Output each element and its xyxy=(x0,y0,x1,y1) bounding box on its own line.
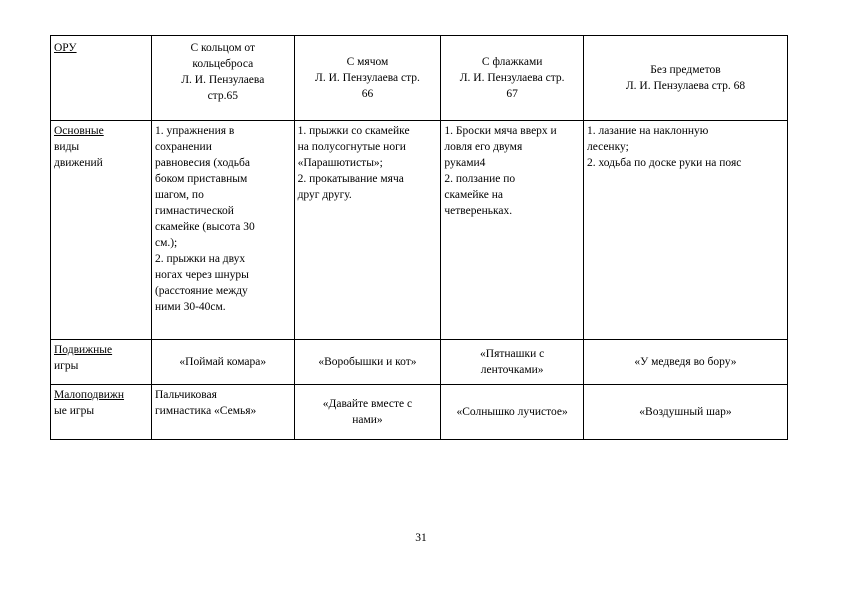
cell-line: 2. прокатывание мяча xyxy=(297,173,404,185)
cell-line: «Воробышки и кот» xyxy=(318,356,417,368)
header-text: 67 xyxy=(506,88,518,100)
cell-line: скамейке (высота 30 xyxy=(154,221,255,233)
row-label: виды xyxy=(54,141,80,153)
cell-line: руками4 xyxy=(444,157,486,169)
cell-line: «Солнышко лучистое» xyxy=(456,406,568,418)
row-label: движений xyxy=(54,157,103,169)
row-label: игры xyxy=(54,360,79,372)
cell-line: 1. прыжки со скамейке xyxy=(297,125,410,137)
cell-line: «У медведя во бору» xyxy=(634,356,737,368)
cell-line: 1. Броски мяча вверх и xyxy=(444,125,557,137)
row-label: Малоподвижн xyxy=(54,389,125,401)
outdoor-game-cell xyxy=(441,340,584,385)
header-col-ring xyxy=(151,36,294,121)
header-text: С кольцом от xyxy=(190,42,256,54)
outdoor-game-cell xyxy=(294,340,441,385)
cell-line: 1. лазание на наклонную xyxy=(586,125,709,137)
outdoor-game-cell xyxy=(151,340,294,385)
header-label: ОРУ xyxy=(54,42,77,54)
outdoor-game-cell xyxy=(583,340,787,385)
cell-line: ногах через шнуры xyxy=(154,269,249,281)
cell-line: сохранении xyxy=(154,141,212,153)
cell-line: гимнастической xyxy=(154,205,234,217)
header-col-flags xyxy=(441,36,584,121)
row-label: Подвижные xyxy=(54,344,113,356)
header-text: Л. И. Пензулаева xyxy=(181,74,265,86)
cell-line: шагом, по xyxy=(154,189,204,201)
cell-line: лесенку; xyxy=(586,141,629,153)
cell-line: друг другу. xyxy=(297,189,352,201)
header-label-cell xyxy=(51,36,152,121)
main-movements-cell-ball xyxy=(294,121,441,340)
row-label: Основные xyxy=(54,125,104,137)
cell-line: скамейке на xyxy=(444,189,504,201)
low-mobility-game-cell xyxy=(441,385,584,440)
low-mobility-games-row xyxy=(51,385,788,440)
cell-line: гимнастика «Семья» xyxy=(154,405,257,417)
header-col-ball xyxy=(294,36,441,121)
cell-line: «Поймай комара» xyxy=(179,356,267,368)
cell-line: ними 30-40см. xyxy=(154,301,226,313)
cell-line: «Воздушный шар» xyxy=(639,406,732,418)
low-mobility-game-cell xyxy=(583,385,787,440)
cell-line: ловля его двумя xyxy=(444,141,523,153)
cell-line: ленточками» xyxy=(480,364,544,376)
header-col-no-objects xyxy=(583,36,787,121)
header-text: Без предметов xyxy=(650,64,721,76)
cell-line: четвереньках. xyxy=(444,205,513,217)
cell-line: 2. прыжки на двух xyxy=(154,253,246,265)
cell-line: 2. ползание по xyxy=(444,173,516,185)
header-text: кольцеброса xyxy=(192,58,254,70)
cell-line: нами» xyxy=(352,414,383,426)
header-text: стр.65 xyxy=(207,90,238,102)
cell-line: 1. упражнения в xyxy=(154,125,235,137)
main-movements-cell-flags xyxy=(441,121,584,340)
cell-line: на полусогнутые ноги xyxy=(297,141,406,153)
cell-line: (расстояние между xyxy=(154,285,248,297)
header-text: С мячом xyxy=(346,56,389,68)
header-text: С флажками xyxy=(481,56,543,68)
main-movements-row xyxy=(51,121,788,340)
header-text: Л. И. Пензулаева стр. xyxy=(315,72,420,84)
outdoor-games-row xyxy=(51,340,788,385)
main-movements-label-cell xyxy=(51,121,152,340)
cell-line: «Парашютисты»; xyxy=(297,157,383,169)
header-text: 66 xyxy=(361,88,374,100)
main-movements-cell-no-objects xyxy=(583,121,787,340)
cell-line: «Давайте вместе с xyxy=(322,398,413,410)
header-text: Л. И. Пензулаева стр. 68 xyxy=(625,80,746,92)
low-mobility-label-cell xyxy=(51,385,152,440)
cell-line: 2. ходьба по доске руки на пояс xyxy=(586,157,742,169)
cell-line: «Пятнашки с xyxy=(480,348,545,360)
header-text: Л. И. Пензулаева стр. xyxy=(459,72,565,84)
low-mobility-game-cell xyxy=(294,385,441,440)
cell-line: равновесия (ходьба xyxy=(154,157,250,169)
row-label: ые игры xyxy=(54,405,95,417)
table-header-row xyxy=(51,36,788,121)
outdoor-games-label-cell xyxy=(51,340,152,385)
page-number: 31 xyxy=(415,532,427,544)
cell-line: боком приставным xyxy=(154,173,248,185)
cell-line: Пальчиковая xyxy=(154,389,217,401)
cell-line: см.); xyxy=(154,237,178,249)
lesson-plan-table xyxy=(50,35,788,440)
low-mobility-game-cell xyxy=(151,385,294,440)
main-movements-cell-ring xyxy=(151,121,294,340)
